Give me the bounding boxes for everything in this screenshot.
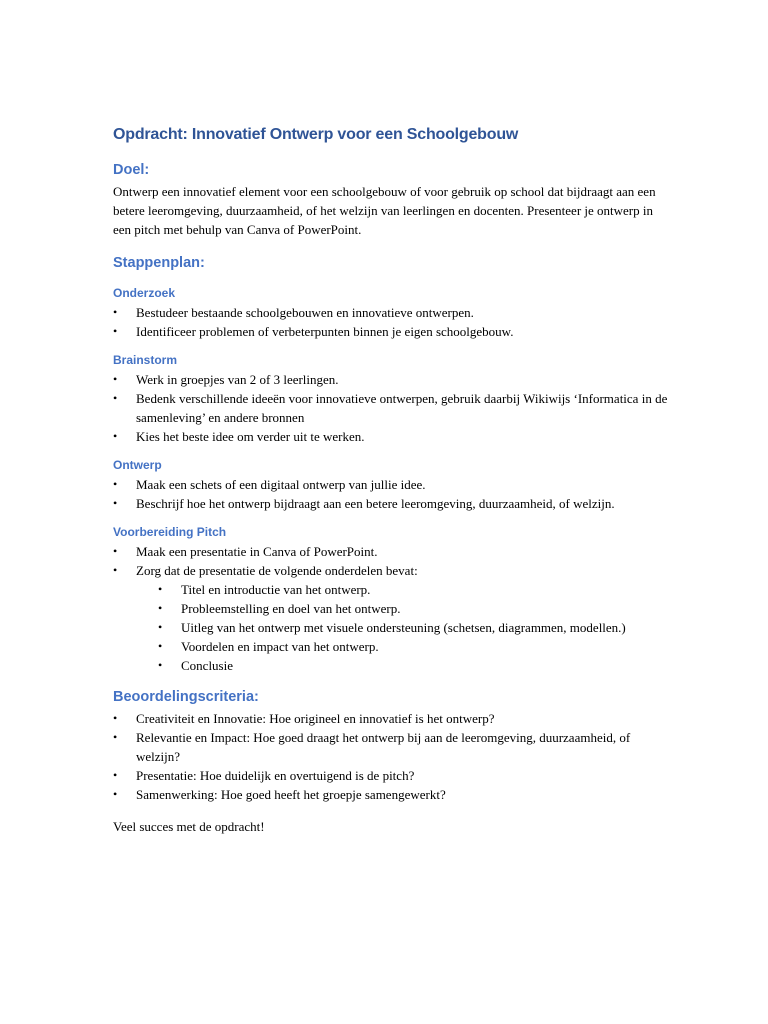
- bullet-icon: •: [158, 582, 163, 596]
- bullet-icon: •: [113, 730, 118, 744]
- beoordeling-list: [113, 709, 668, 804]
- bullet-icon: •: [113, 768, 118, 782]
- list-item: • Bestudeer bestaande schoolgebouwen en innovatieve ontwerpen.: [113, 305, 474, 320]
- ontwerp-list: [113, 475, 668, 513]
- bullet-icon: •: [113, 391, 118, 405]
- pitch-sublist: [136, 580, 668, 675]
- list-item: • Bedenk verschillende ideeën voor innovatieve ontwerpen, gebruik daarbij Wikiwijs ‘Informatica in de samenleving’ en andere bronnen: [113, 391, 668, 425]
- bullet-icon: •: [113, 496, 118, 510]
- bullet-icon: •: [113, 324, 118, 338]
- list-item: • Voordelen en impact van het ontwerp.: [158, 639, 379, 654]
- closing-text: Veel succes met de opdracht!: [113, 819, 265, 834]
- beoordeling-heading: Beoordelingscriteria:: [113, 689, 259, 705]
- bullet-icon: •: [113, 544, 118, 558]
- bullet-icon: •: [113, 372, 118, 386]
- list-item: • Identificeer problemen of verbeterpunten binnen je eigen schoolgebouw.: [113, 324, 514, 339]
- bullet-icon: •: [158, 639, 163, 653]
- list-item: • Presentatie: Hoe duidelijk en overtuigend is de pitch?: [113, 768, 415, 783]
- bullet-icon: •: [113, 563, 118, 577]
- bullet-icon: •: [113, 305, 118, 319]
- list-item: • Beschrijf hoe het ontwerp bijdraagt aan een betere leeromgeving, duurzaamheid, of welzijn.: [113, 496, 615, 511]
- pitch-heading: Voorbereiding Pitch: [113, 525, 227, 539]
- pitch-list: [113, 542, 668, 675]
- onderzoek-list: [113, 303, 668, 341]
- bullet-icon: •: [113, 477, 118, 491]
- onderzoek-heading: Onderzoek: [113, 286, 176, 300]
- list-item: • Conclusie: [158, 658, 233, 673]
- list-item: • Maak een schets of een digitaal ontwerp van jullie idee.: [113, 477, 426, 492]
- bullet-icon: •: [113, 711, 118, 725]
- list-item: • Creativiteit en Innovatie: Hoe origineel en innovatief is het ontwerp?: [113, 711, 495, 726]
- bullet-icon: •: [113, 787, 118, 801]
- brainstorm-list: [113, 370, 668, 446]
- brainstorm-heading: Brainstorm: [113, 353, 178, 367]
- bullet-icon: •: [158, 601, 163, 615]
- list-item: • Kies het beste idee om verder uit te werken.: [113, 429, 365, 444]
- bullet-icon: •: [113, 429, 118, 443]
- bullet-icon: •: [158, 658, 163, 672]
- ontwerp-heading: Ontwerp: [113, 458, 162, 472]
- list-item: • Maak een presentatie in Canva of PowerPoint.: [113, 544, 378, 559]
- doel-heading: Doel:: [113, 162, 150, 178]
- list-item: • Titel en introductie van het ontwerp.: [158, 582, 371, 597]
- list-item: • Uitleg van het ontwerp met visuele ondersteuning (schetsen, diagrammen, modellen.): [158, 620, 626, 635]
- list-item: • Relevantie en Impact: Hoe goed draagt het ontwerp bij aan de leeromgeving, duurzaamheid, of welzijn?: [113, 730, 631, 764]
- list-item: • Werk in groepjes van 2 of 3 leerlingen.: [113, 372, 339, 387]
- page-title: Opdracht: Innovatief Ontwerp voor een Schoolgebouw: [113, 126, 519, 143]
- stappenplan-heading: Stappenplan:: [113, 255, 205, 271]
- list-item: • Samenwerking: Hoe goed heeft het groepje samengewerkt?: [113, 787, 446, 802]
- doel-text: Ontwerp een innovatief element voor een schoolgebouw of voor gebruik op school dat bijdraagt aan een betere leeromgeving, duurzaamheid, of het welzijn van leerlingen en docenten. Presenteer je ontwerp in een pitch met behulp van Canva of PowerPoint.: [113, 184, 656, 237]
- list-item: • Zorg dat de presentatie de volgende onderdelen bevat: • Titel en introductie van het ontwerp. • Probleemstelling en doel van het ontwerp. • Uitleg van het ontwerp met visuele ondersteuning (schetsen, diagrammen, modellen.) • Voordelen en impact van het ontwerp. • Conclusie: [113, 561, 668, 675]
- list-item: • Probleemstelling en doel van het ontwerp.: [158, 601, 401, 616]
- bullet-icon: •: [158, 620, 163, 634]
